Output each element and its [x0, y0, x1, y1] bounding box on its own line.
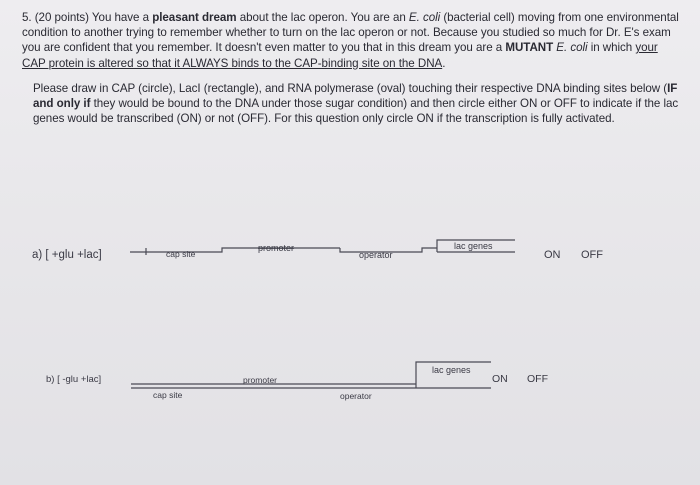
condition-label-a: a) [ +glu +lac]: [32, 249, 102, 261]
cap-site-label-a: cap site: [166, 249, 196, 259]
pleasant-dream-bold: pleasant dream: [152, 11, 237, 24]
question-text-segment: .: [442, 56, 446, 70]
on-option-b[interactable]: ON: [492, 373, 508, 385]
off-option-b[interactable]: OFF: [527, 373, 548, 385]
diagram-a: [32, 240, 603, 261]
ecoli-italic: E. coli: [408, 11, 441, 24]
lac-genes-label-a: lac genes: [454, 241, 493, 251]
question-text-segment: in which: [587, 41, 636, 55]
cap-site-label-b: cap site: [153, 390, 183, 400]
lac-genes-label-b: lac genes: [432, 365, 471, 375]
condition-label-b: b) [ -glu +lac]: [46, 374, 102, 385]
question-intro: 5. (20 points) You have a: [22, 11, 153, 24]
promoter-label-a: promoter: [258, 243, 295, 253]
mutant-bold: MUTANT: [505, 41, 554, 55]
diagram-b: [46, 362, 548, 401]
promoter-label-b: promoter: [243, 375, 278, 385]
question-text-segment: (bacterial cell) moving from one environmental condition to another trying to remember whether to turn on the lac operon or not. Because you studied so much for Dr. E's exam you are confident that you remember. It doesn't even matter to you that in this dream you are a: [22, 11, 679, 55]
if-and-only-if-bold: IF and only if: [33, 81, 678, 111]
off-option-a[interactable]: OFF: [581, 249, 603, 261]
ecoli-italic: E. coli: [556, 41, 588, 55]
cap-mutation-underlined: your CAP protein is altered so that it ALWAYS binds to the CAP-binding site on the DNA: [22, 41, 658, 70]
instructions-text: Please draw in CAP (circle), LacI (rectangle), and RNA polymerase (oval) touching their respective DNA binding sites below (: [33, 81, 668, 95]
on-option-a[interactable]: ON: [544, 249, 561, 261]
operator-label-a: operator: [359, 250, 393, 260]
operator-label-b: operator: [340, 391, 372, 401]
instructions-text: they would be bound to the DNA under those sugar condition) and then circle either ON or OFF to indicate if the lac genes would be transcribed (ON) or not (OFF). For this question only circle ON if the transcription is fully activated.: [33, 97, 679, 126]
question-text-segment: about the lac operon. You are an: [236, 11, 409, 24]
